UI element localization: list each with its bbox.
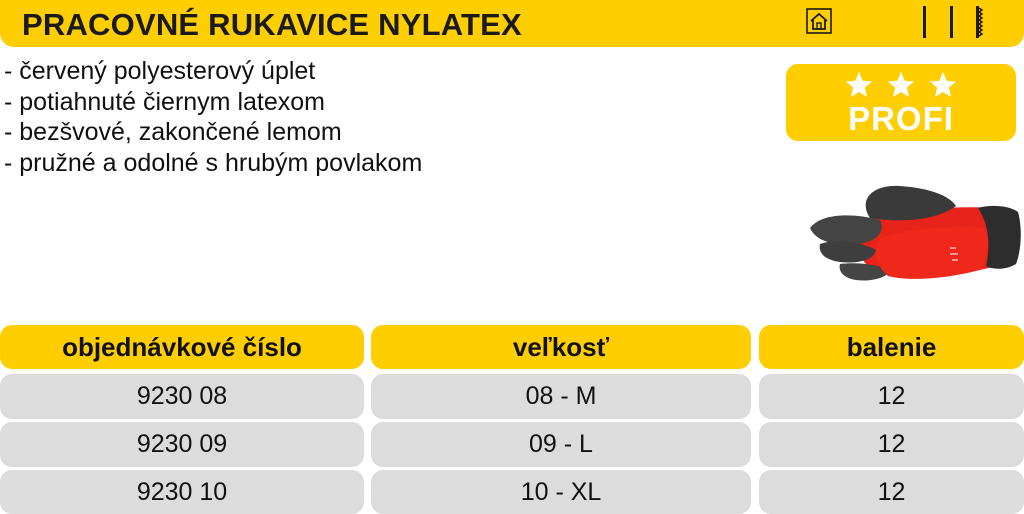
feature-item: - potiahnuté čiernym latexom xyxy=(4,87,325,116)
page-title: PRACOVNÉ RUKAVICE NYLATEX xyxy=(22,7,522,42)
table-cell-package: 12 xyxy=(759,470,1024,514)
feature-item: - pružné a odolné s hrubým povlakom xyxy=(4,148,423,177)
table-cell-size: 08 - M xyxy=(371,374,751,419)
table-cell-package: 12 xyxy=(759,374,1024,419)
star-icon xyxy=(844,70,874,100)
table-cell-order-number: 9230 08 xyxy=(0,374,364,419)
table-header-package: balenie xyxy=(759,325,1024,369)
glove-image xyxy=(800,178,1024,290)
table-header-size: veľkosť xyxy=(371,325,751,369)
feature-item: - červený polyesterový úplet xyxy=(4,57,316,85)
header-bar xyxy=(0,0,1024,47)
profi-label: PROFI xyxy=(848,100,954,137)
tool-bars-icon xyxy=(922,6,986,38)
star-icon xyxy=(928,70,958,100)
feature-list xyxy=(4,56,422,178)
profi-badge xyxy=(786,64,1016,141)
star-icon xyxy=(886,70,916,100)
feature-item: - bezšvové, zakončené lemom xyxy=(4,118,342,146)
table-cell-package: 12 xyxy=(759,422,1024,467)
table-cell-size: 09 - L xyxy=(371,422,751,467)
house-icon xyxy=(806,8,832,34)
table-cell-size: 10 - XL xyxy=(371,470,751,514)
table-cell-order-number: 9230 09 xyxy=(0,422,364,467)
table-cell-order-number: 9230 10 xyxy=(0,470,364,514)
table-header-order-number: objednávkové číslo xyxy=(0,325,364,369)
